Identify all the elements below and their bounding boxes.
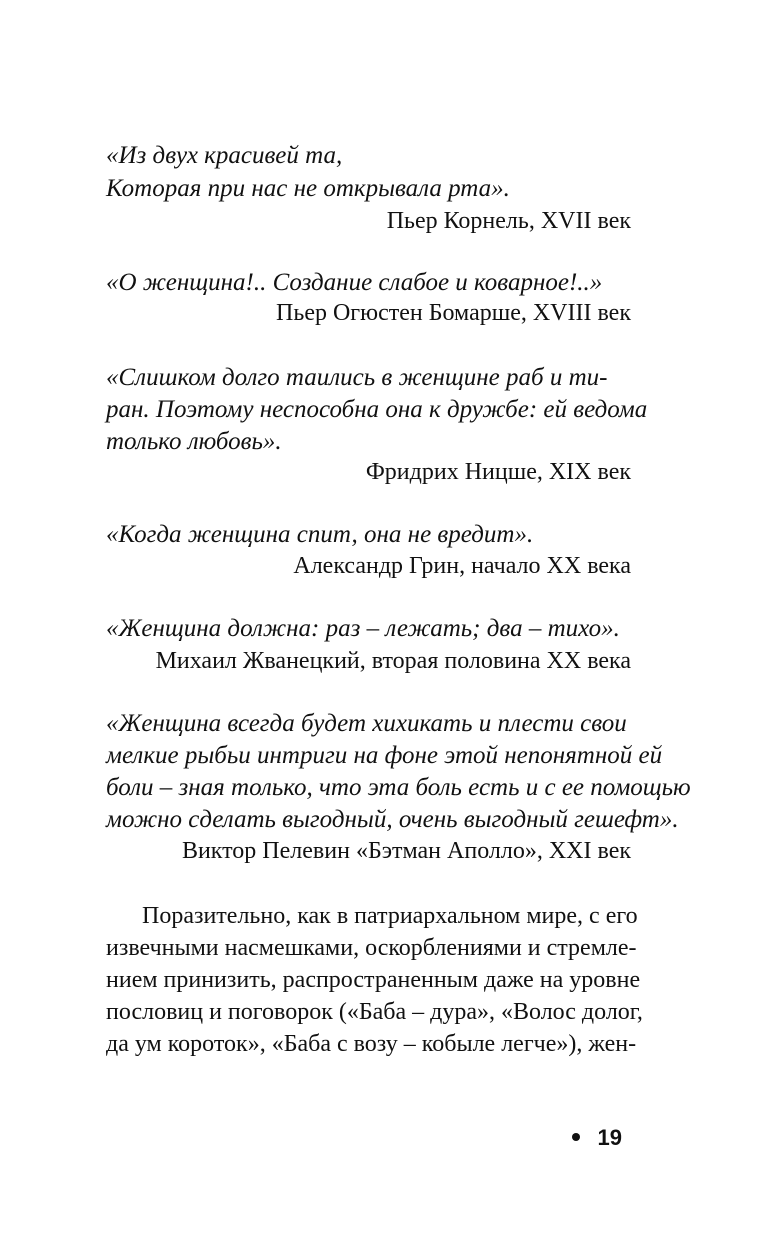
page-footer [572,1124,622,1152]
bullet-icon [572,1133,580,1141]
quote-1-author: Пьер Корнель, XVII век [386,208,631,234]
quote-3-line-2: ран. Поэтому неспособна она к дружбе: ей ведома [106,396,648,423]
quote-3-line-1: «Слишком долго таились в женщине раб и ти- [106,364,608,391]
quote-5-line-1: «Женщина должна: раз – лежать; два – тихо». [106,615,620,642]
paragraph-line-2: извечными насмешками, оскорблениями и стремле- [106,935,637,961]
quote-1-line-2: Которая при нас не открывала рта». [106,175,510,202]
paragraph-line-3: нием принизить, распространенным даже на уровне [106,967,641,993]
paragraph-line-1: Поразительно, как в патриархальном мире, с его [142,903,638,929]
quote-2-author: Пьер Огюстен Бомарше, XVIII век [276,300,631,326]
paragraph-line-4: пословиц и поговорок («Баба – дура», «Волос долог, [106,999,643,1025]
quote-6-line-3: боли – зная только, что эта боль есть и с ее помощью [106,774,691,801]
quote-3-line-3: только любовь». [106,428,282,455]
quote-4-author: Александр Грин, начало XX века [293,553,631,579]
quote-2-line-1: «О женщина!.. Создание слабое и коварное!..» [106,269,603,296]
quote-3-author: Фридрих Ницше, XIX век [365,459,631,485]
quote-4-line-1: «Когда женщина спит, она не вредит». [106,521,534,548]
quote-6-line-1: «Женщина всегда будет хихикать и плести свои [106,710,627,737]
quote-5-author: Михаил Жванецкий, вторая половина XX века [155,648,631,674]
quote-6-line-4: можно сделать выгодный, очень выгодный гешефт». [106,806,679,833]
page-number: 19 [597,1125,622,1150]
quote-6-line-2: мелкие рыбьи интриги на фоне этой непонятной ей [106,742,663,769]
paragraph-line-5: да ум короток», «Баба с возу – кобыле легче»), жен- [106,1031,637,1057]
quote-1-line-1: «Из двух красивей та, [106,142,343,169]
quote-6-author: Виктор Пелевин «Бэтман Аполло», XXI век [181,838,631,864]
